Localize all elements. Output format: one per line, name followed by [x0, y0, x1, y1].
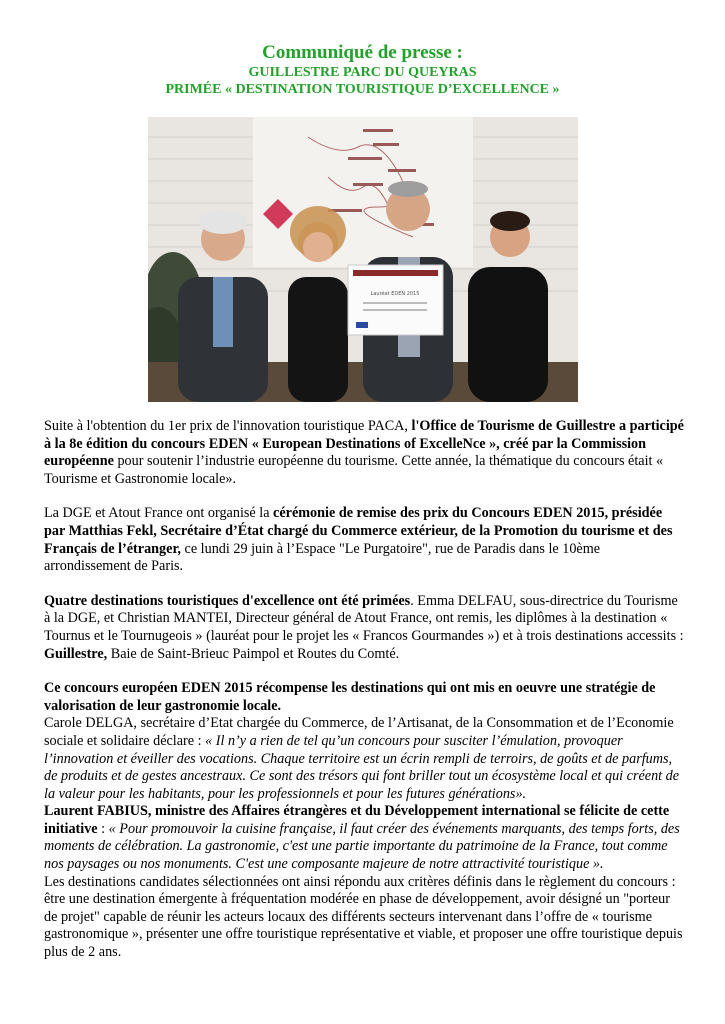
article-body — [44, 418, 684, 962]
press-release-header — [0, 42, 725, 98]
paragraph-ceremony: La DGE et Atout France ont organisé la cérémonie de remise des prix du Concours EDEN 2015, présidée par Matthias Fekl, Secrétaire d’État chargé du Commerce extérieur, de la Promotion du tourisme et des Français de l’étranger, ce lundi 29 juin à l’Espace "Le Purgatoire", rue de Paradis dans le 10ème arrondissement de Paris. — [44, 505, 673, 575]
paragraph-contest-heading: Ce concours européen EDEN 2015 récompense les destinations qui ont mis en oeuvre une stratégie de valorisation de leur gastronomie locale. — [44, 680, 656, 714]
subtitle-line-2: PRIMÉE « DESTINATION TOURISTIQUE D’EXCELLENCE » — [165, 82, 560, 97]
certificate-title: Lauréat EDEN 2015 — [370, 291, 420, 297]
subtitle-line-1: GUILLESTRE PARC DU QUEYRAS — [248, 65, 477, 80]
paragraph-intro: Suite à l'obtention du 1er prix de l'innovation touristique PACA, l'Office de Tourisme de Guillestre a participé à la 8e édition du concours EDEN « European Destinations of ExcelleNce », créé par la Commission européenne pour soutenir l’industrie européenne du tourisme. Cette année, la thématique du concours était « Tourisme et Gastronomie locale». — [44, 418, 684, 487]
award-ceremony-photo — [148, 117, 578, 402]
paragraph-fabius-quote: Laurent FABIUS, ministre des Affaires étrangères et du Développement international se félicite de cette initiative : « Pour promouvoir la cuisine française, il faut créer des événements marquants, des temps forts, des moments de célébration. La gastronomie, c'est une partie importante du patrimoine de la France, tout comme nos paysages ou nos monuments. C'est une composante majeure de notre attractivité touristique ». — [44, 803, 680, 873]
paragraph-winners: Quatre destinations touristiques d'excellence ont été primées. Emma DELFAU, sous-directrice du Tourisme à la DGE, et Christian MANTEI, Directeur général de Atout France, ont remis, les diplômes à la destination « Tournus et le Tournugeois » (lauréat pour le projet les « Francos Gourmandes ») et à trois destinations accessits : Guillestre, Baie de Saint-Brieuc Paimpol et Routes du Comté. — [44, 592, 684, 662]
paragraph-criteria: Les destinations candidates sélectionnées ont ainsi répondu aux critères définis dans le règlement du concours : être une destination émergente à fréquentation modérée en phase de développement, avoir désigné un "porteur de projet" capable de réunir les acteurs locaux des différents secteurs intervenant dans l’offre de « tourisme gastronomique », présenter une offre touristique représentative et viable, et proposer une offre touristique depuis plus de 2 ans. — [44, 873, 683, 961]
paragraph-delga-quote: Carole DELGA, secrétaire d’Etat chargée du Commerce, de l’Artisanat, de la Consommation et de l’Economie sociale et solidaire déclare : « Il n’y a rien de tel qu’un concours pour susciter l’émulation, provoquer l’innovation et éveiller des vocations. Chaque territoire est un écrin rempli de terroirs, de goûts et de parfums, de produits et de gestes ancestraux. Ce sont des trésors qui font briller tout un écosystème local et qui créent de la valeur pour les habitants, pour les professionnels et pour les futures générations». — [44, 715, 680, 802]
page-title: Communiqué de presse : — [262, 42, 463, 63]
